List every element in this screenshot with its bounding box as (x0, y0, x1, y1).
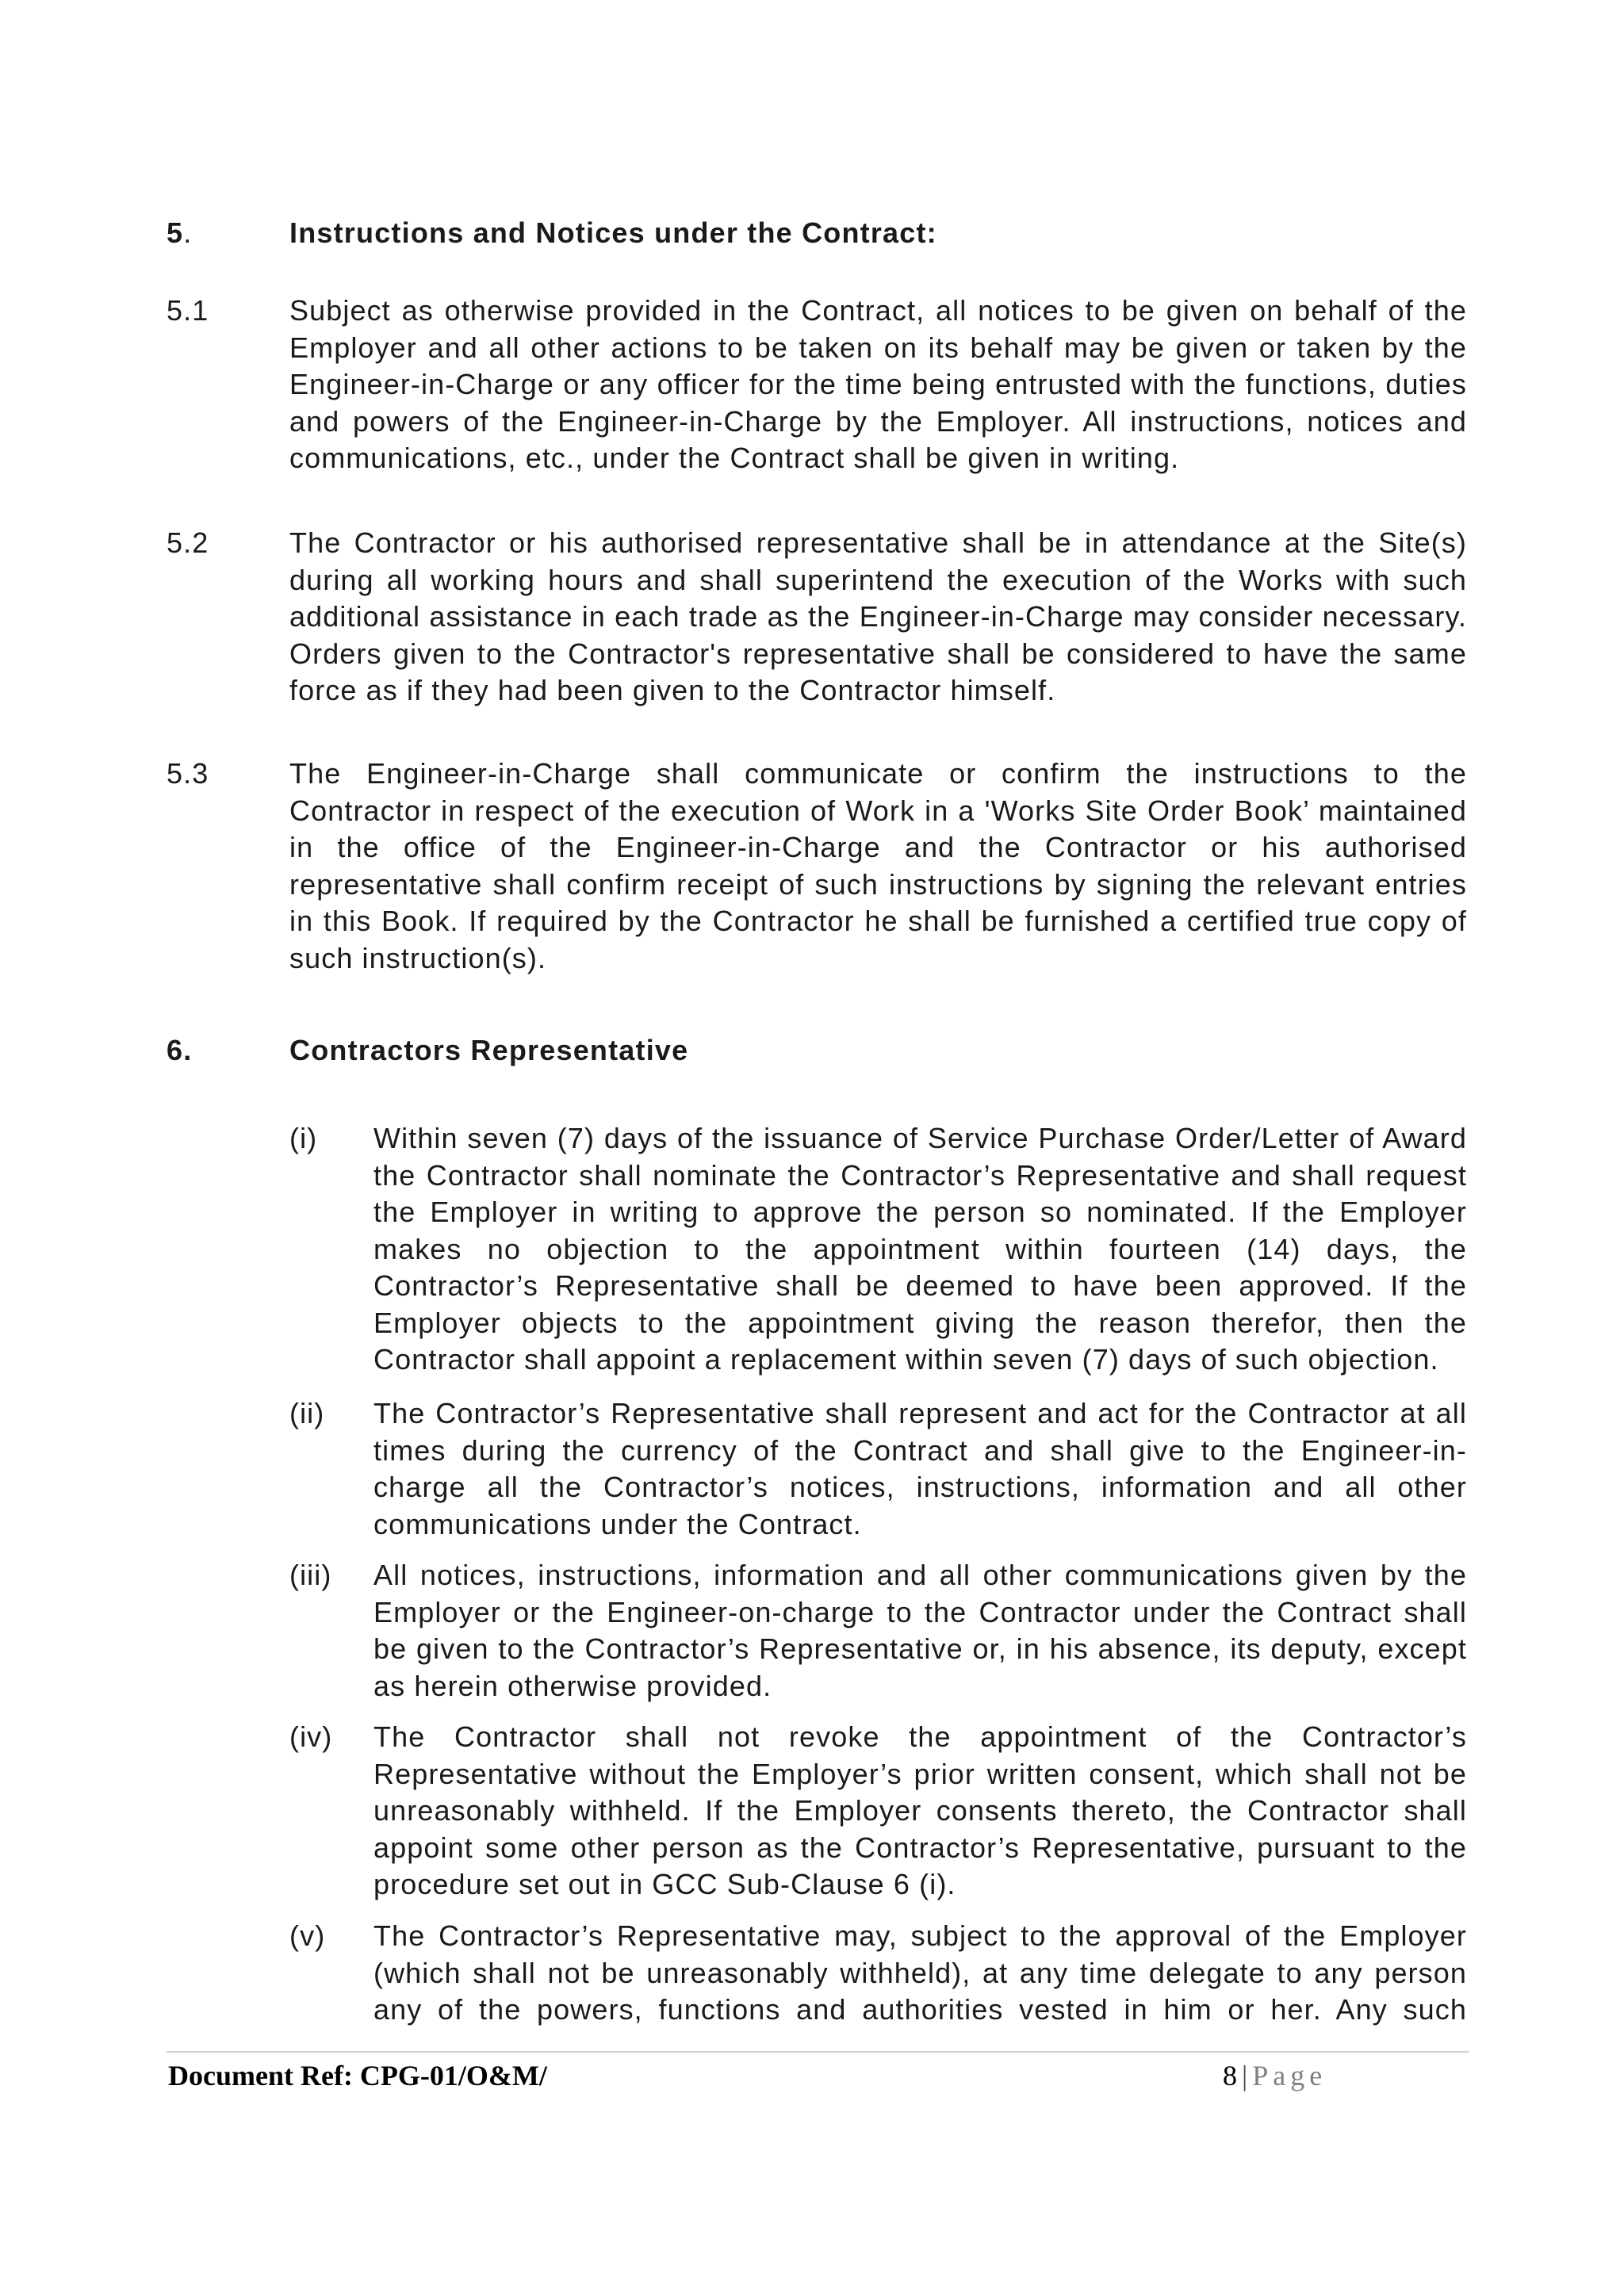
subitem-number: (i) (289, 1122, 318, 1154)
section-number: 6. (167, 1034, 193, 1066)
clause-5-1 (167, 293, 1467, 477)
subitem-i (289, 1120, 1467, 1379)
clause-5-2 (167, 525, 1467, 710)
subitem-number: (ii) (289, 1397, 325, 1429)
subitem-text: The Contractor’s Representative may, subject to the approval of the Employer (which shall not be unreasonably withheld), at any time delegate to any person any of the powers, functions and authorities vested in him or her. Any such (373, 1919, 1467, 2026)
subitem-ii (289, 1395, 1467, 1543)
section-title: Instructions and Notices under the Contract: (289, 216, 937, 249)
subitem-text: The Contractor shall not revoke the appointment of the Contractor’s Representative without the Employer’s prior written consent, which shall not be unreasonably withheld. If the Employer consents thereto, the Contractor shall appoint some other person as the Contractor’s Representative, pursuant to the procedure set out in GCC Sub-Clause 6 (i). (373, 1720, 1467, 1900)
section-title: Contractors Representative (289, 1034, 689, 1066)
subitem-iv (289, 1719, 1467, 1904)
page-number: 8 (1223, 2060, 1237, 2091)
document-ref: Document Ref: CPG-01/O&M/ (168, 2060, 547, 2091)
subitem-iii (289, 1557, 1467, 1705)
section-number-suffix: . (183, 216, 193, 249)
clause-text: The Contractor or his authorised representative shall be in attendance at the Site(s) during all working hours and shall superintend the execution of the Works with such additional assistance in each trade as the Engineer-in-Charge may consider necessary. Orders given to the Contractor's representative shall be considered to have the same force as if they had been given to the Contractor himself. (289, 526, 1467, 706)
subitem-number: (iii) (289, 1559, 332, 1591)
subitem-v (289, 1918, 1467, 2029)
page-separator: | (1242, 2060, 1248, 2091)
subitem-number: (v) (289, 1919, 326, 1952)
page-number-footer (1223, 2058, 1327, 2093)
page-label: Page (1252, 2060, 1327, 2091)
clause-5-3 (167, 756, 1467, 977)
clause-text: The Engineer-in-Charge shall communicate or confirm the instructions to the Contractor in respect of the execution of Work in a 'Works Site Order Book’ maintained in the office of the Engineer-in-Charge and the Contractor or his authorised representative shall confirm receipt of such instructions by signing the relevant entries in this Book. If required by the Contractor he shall be furnished a certified true copy of such instruction(s). (289, 757, 1467, 974)
clause-number: 5.1 (167, 294, 209, 327)
clause-text: Subject as otherwise provided in the Contract, all notices to be given on behalf of the Employer and all other actions to be taken on its behalf may be given or taken by the Engineer-in-Charge or any officer for the time being entrusted with the functions, duties and powers of the Engineer-in-Charge by the Employer. All instructions, notices and communications, etc., under the Contract shall be given in writing. (289, 294, 1467, 474)
subitem-text: All notices, instructions, information and all other communications given by the Employer or the Engineer-on-charge to the Contractor under the Contract shall be given to the Contractor’s Representative or, in his absence, its deputy, except as herein otherwise provided. (373, 1559, 1467, 1702)
subitem-number: (iv) (289, 1720, 333, 1753)
subitem-text: Within seven (7) days of the issuance of Service Purchase Order/Letter of Award the Contractor shall nominate the Contractor’s Representative and shall request the Employer in writing to approve the person so nominated. If the Employer makes no objection to the appointment within fourteen (14) days, the Contractor’s Representative shall be deemed to have been approved. If the Employer objects to the appointment giving the reason therefor, then the Contractor shall appoint a replacement within seven (7) days of such objection. (373, 1122, 1467, 1376)
clause-number: 5.2 (167, 526, 209, 559)
clause-number: 5.3 (167, 757, 209, 790)
footer-divider (167, 2051, 1469, 2053)
section-number: 5 (167, 216, 184, 249)
subitem-text: The Contractor’s Representative shall represent and act for the Contractor at all times during the currency of the Contract and shall give to the Engineer-in-charge all the Contractor’s notices, instructions, information and all other communications under the Contract. (373, 1397, 1467, 1540)
